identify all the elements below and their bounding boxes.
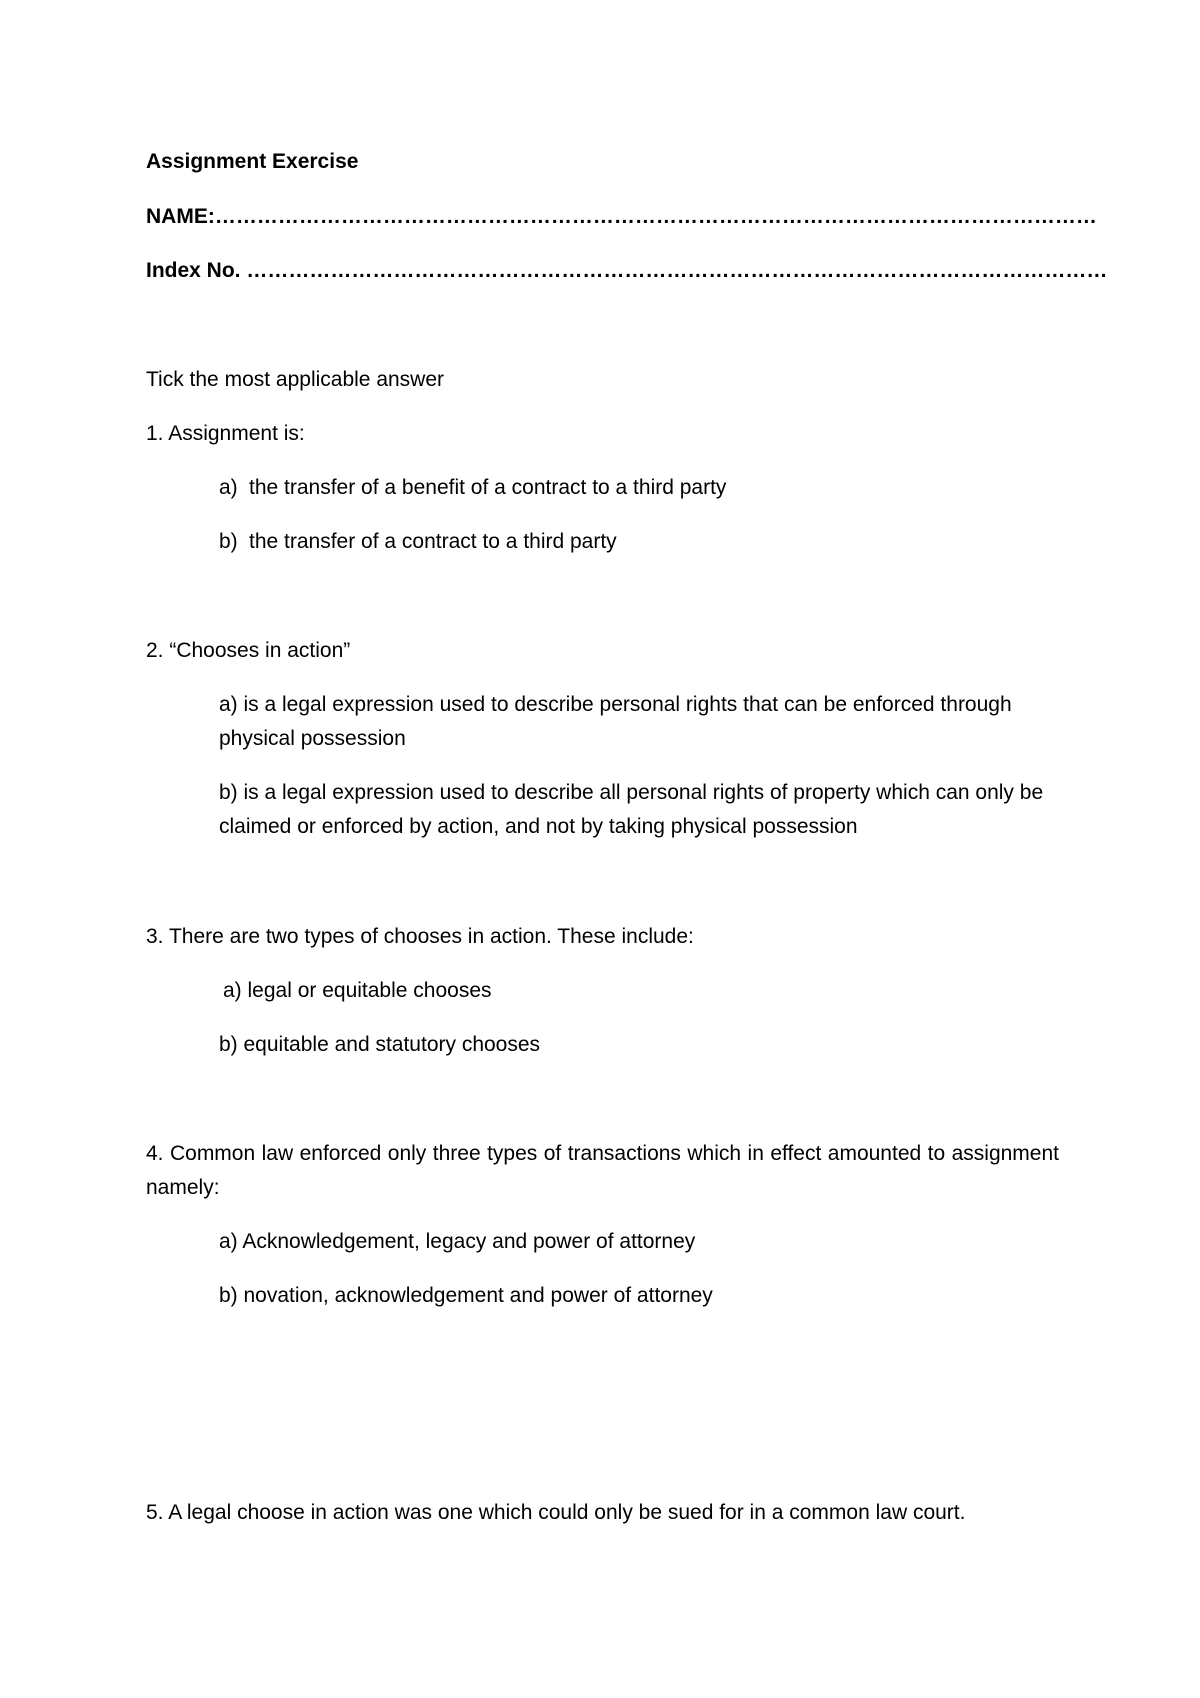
index-number-field-line: Index No. ……………………………………………………………………………………………………………	[146, 259, 1108, 282]
question-3-text: 3. There are two types of chooses in action. These include:	[146, 925, 694, 948]
option-text: the transfer of a benefit of a contract to a third party	[249, 476, 727, 499]
question-4-text: 4. Common law enforced only three types of transactions which in effect amounted to assignment namely:	[146, 1142, 1059, 1199]
question-1-option-b	[219, 525, 617, 559]
question-1-option-a	[219, 471, 726, 505]
option-label: b)	[219, 530, 238, 553]
question-1-text: 1. Assignment is:	[146, 422, 305, 445]
question-3-option-a: a) legal or equitable chooses	[223, 979, 492, 1002]
instruction-text: Tick the most applicable answer	[146, 368, 445, 391]
question-2-option-a: a) is a legal expression used to describe personal rights that can be enforced through physical possession	[219, 693, 1012, 750]
name-field-line: NAME:………………………………………………………………………………………………………………	[146, 205, 1097, 228]
document-title: Assignment Exercise	[146, 150, 359, 173]
option-label: a)	[219, 476, 238, 499]
question-5-text: 5. A legal choose in action was one which could only be sued for in a common law court.	[146, 1501, 966, 1524]
question-3-option-b: b) equitable and statutory chooses	[219, 1033, 541, 1056]
option-text: the transfer of a contract to a third party	[249, 530, 617, 553]
question-4-option-a: a) Acknowledgement, legacy and power of attorney	[219, 1230, 696, 1253]
question-4-option-b: b) novation, acknowledgement and power of attorney	[219, 1284, 713, 1307]
question-2-option-b: b) is a legal expression used to describe all personal rights of property which can only be claimed or enforced by action, and not by taking physical possession	[219, 781, 1044, 838]
question-2-text: 2. “Chooses in action”	[146, 639, 351, 662]
